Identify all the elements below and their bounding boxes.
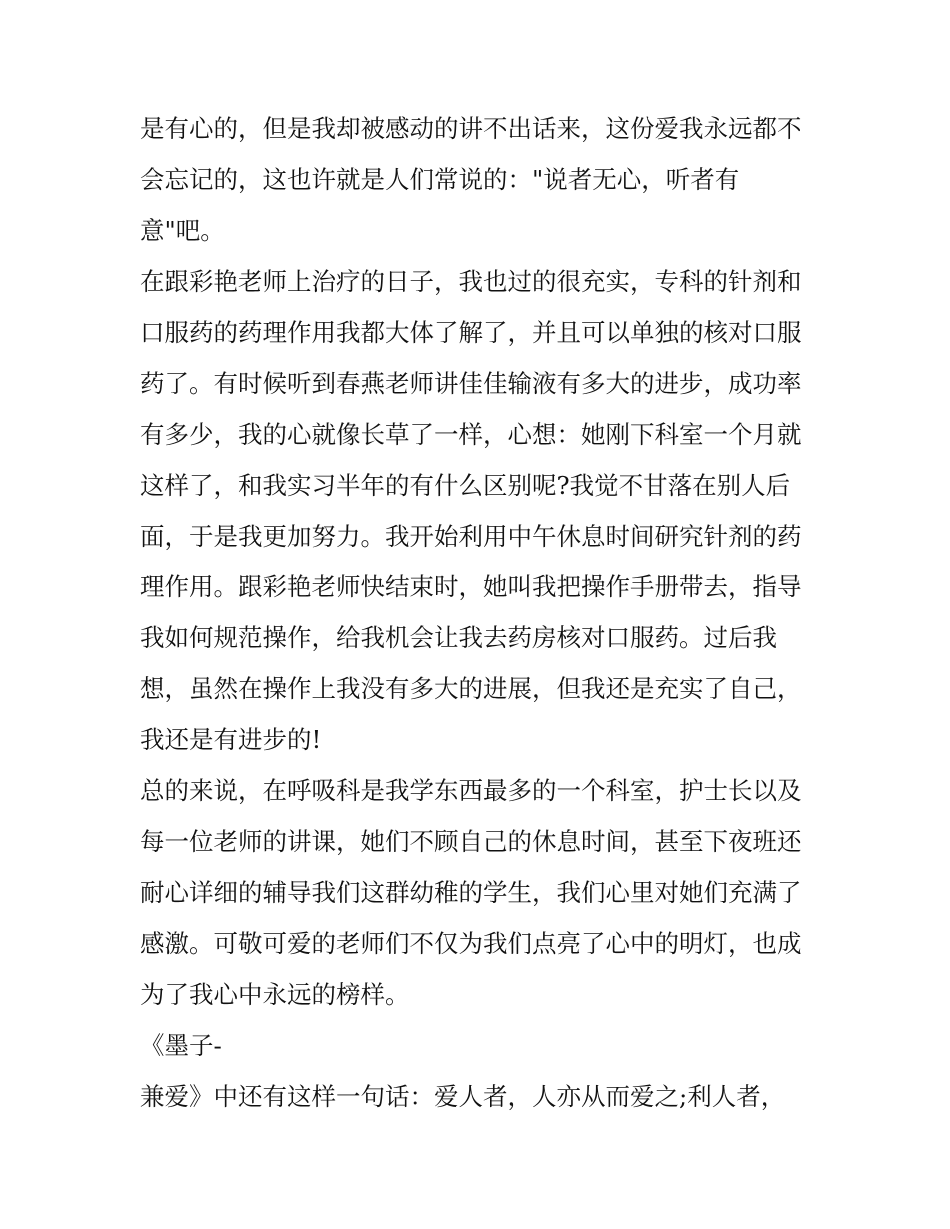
- text-line: 意"吧。: [140, 216, 225, 245]
- text-line: 想，虽然在操作上我没有多大的进展，但我还是充实了自己，: [140, 674, 802, 703]
- text-line: 在跟彩艳老师上治疗的日子，我也过的很充实，专科的针剂和: [140, 267, 802, 296]
- text-line: 耐心详细的辅导我们这群幼稚的学生，我们心里对她们充满了: [140, 878, 802, 907]
- text-line: 每一位老师的讲课，她们不顾自己的休息时间，甚至下夜班还: [140, 827, 802, 856]
- text-line: 总的来说，在呼吸科是我学东西最多的一个科室，护士长以及: [140, 776, 802, 805]
- text-line: 面，于是我更加努力。我开始利用中午休息时间研究针剂的药: [140, 522, 802, 551]
- text-line: 我如何规范操作，给我机会让我去药房核对口服药。过后我: [140, 623, 777, 652]
- text-line: 为了我心中永远的榜样。: [140, 980, 410, 1009]
- text-line: 口服药的药理作用我都大体了解了，并且可以单独的核对口服: [140, 318, 802, 347]
- text-line: 这样了，和我实习半年的有什么区别呢?我觉不甘落在别人后: [140, 471, 791, 500]
- text-line: 有多少，我的心就像长草了一样，心想：她刚下科室一个月就: [140, 420, 802, 449]
- text-line: 是有心的，但是我却被感动的讲不出话来，这份爱我永远都不: [140, 114, 802, 143]
- text-line: 《墨子-: [140, 1031, 222, 1060]
- text-line: 我还是有进步的!: [140, 725, 322, 754]
- text-line: 感激。可敬可爱的老师们不仅为我们点亮了心中的明灯，也成: [140, 929, 802, 958]
- text-line: 药了。有时候听到春燕老师讲佳佳输液有多大的进步，成功率: [140, 369, 802, 398]
- text-line: 理作用。跟彩艳老师快结束时，她叫我把操作手册带去，指导: [140, 572, 802, 601]
- text-line: 会忘记的，这也许就是人们常说的："说者无心，听者有: [140, 165, 740, 194]
- text-line: 兼爱》中还有这样一句话：爱人者，人亦从而爱之;利人者，: [140, 1082, 786, 1111]
